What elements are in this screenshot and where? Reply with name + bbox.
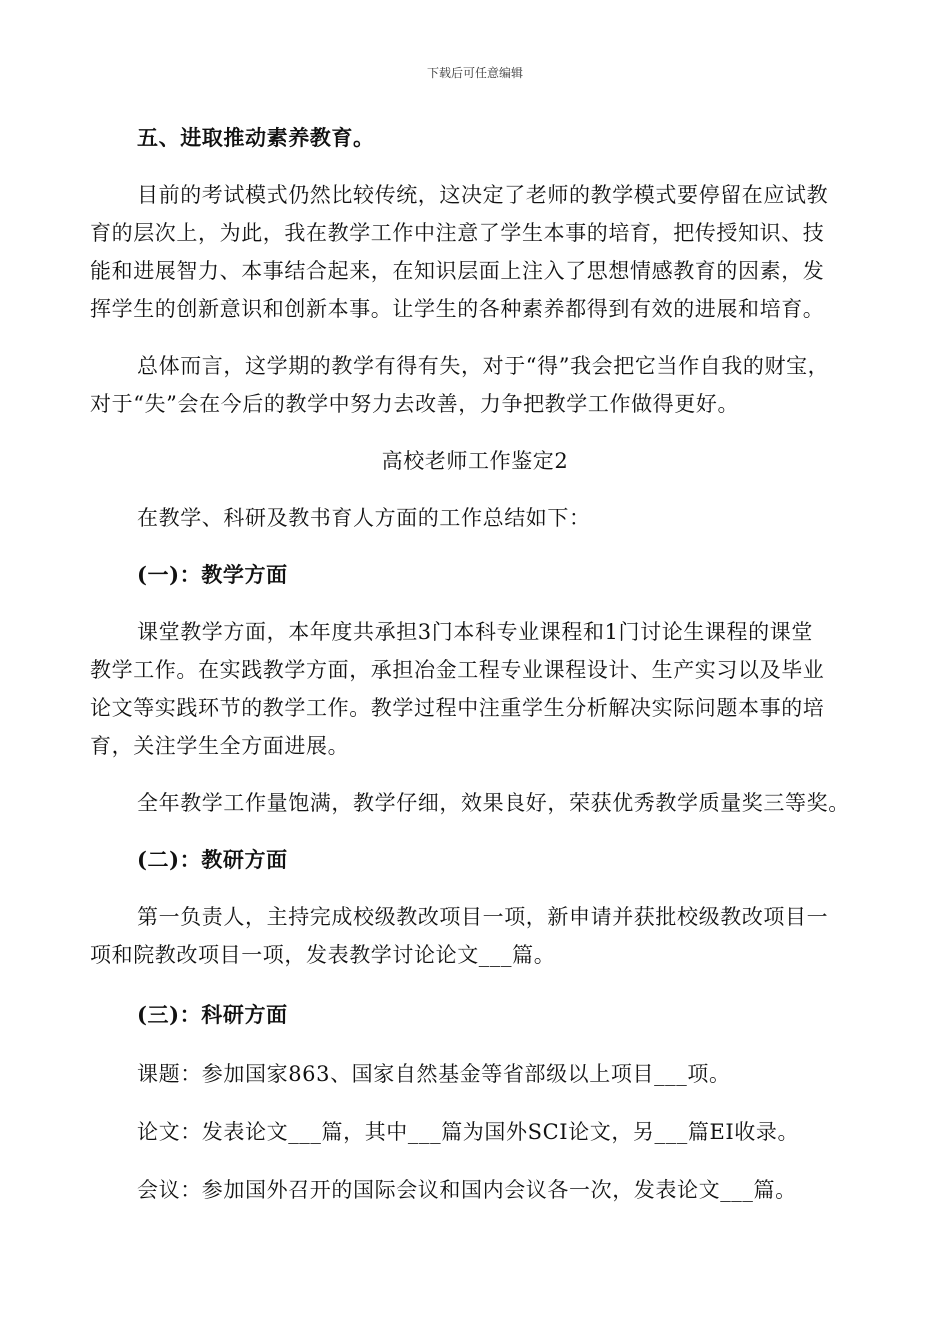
research-conferences-line: 会议：参加国外召开的国际会议和国内会议各一次，发表论文___篇。: [137, 1178, 797, 1202]
paragraph-line: 全年教学工作量饱满，教学仔细，效果良好，荣获优秀教学质量奖三等奖。: [137, 791, 850, 815]
paragraph-line: 课堂教学方面，本年度共承担3门本科专业课程和1门讨论生课程的课堂: [137, 620, 813, 644]
page-header: 下载后可任意编辑: [426, 66, 523, 80]
section-heading-research: (三)：科研方面: [137, 1002, 288, 1027]
paragraph-line: 论文等实践环节的教学工作。教学过程中注重学生分析解决实际问题本事的培: [90, 696, 825, 720]
paragraph-line: 育，关注学生全方面进展。: [90, 734, 350, 758]
research-papers-line: 论文：发表论文___篇，其中___篇为国外SCI论文，另___篇EI收录。: [137, 1120, 800, 1144]
intro-line: 在教学、科研及教书育人方面的工作总结如下：: [137, 506, 591, 530]
research-projects-line: 课题：参加国家863、国家自然基金等省部级以上项目___项。: [137, 1062, 731, 1086]
section-heading-teaching: (一)：教学方面: [137, 562, 288, 587]
paragraph-line: 挥学生的创新意识和创新本事。让学生的各种素养都得到有效的进展和培育。: [90, 297, 825, 321]
paragraph-line: 目前的考试模式仍然比较传统，这决定了老师的教学模式要停留在应试教: [137, 183, 829, 207]
paragraph-line: 总体而言，这学期的教学有得有失，对于“得”我会把它当作自我的财宝，: [137, 354, 830, 378]
paragraph-line: 项和院教改项目一项，发表教学讨论论文___篇。: [90, 943, 556, 967]
section-heading-teaching-research: (二)：教研方面: [137, 847, 288, 872]
paragraph-line: 第一负责人，主持完成校级教改项目一项，新申请并获批校级教改项目一: [137, 905, 829, 929]
section-heading-5: 五、进取推动素养教育。: [137, 125, 375, 150]
paragraph-line: 教学工作。在实践教学方面，承担冶金工程专业课程设计、生产实习以及毕业: [90, 658, 825, 682]
paragraph-line: 育的层次上，为此，我在教学工作中注意了学生本事的培育，把传授知识、技: [90, 221, 825, 245]
paragraph-line: 对于“失”会在今后的教学中努力去改善，力争把教学工作做得更好。: [90, 392, 740, 416]
paragraph-line: 能和进展智力、本事结合起来，在知识层面上注入了思想情感教育的因素，发: [90, 259, 825, 283]
document-title: 高校老师工作鉴定2: [381, 449, 569, 473]
